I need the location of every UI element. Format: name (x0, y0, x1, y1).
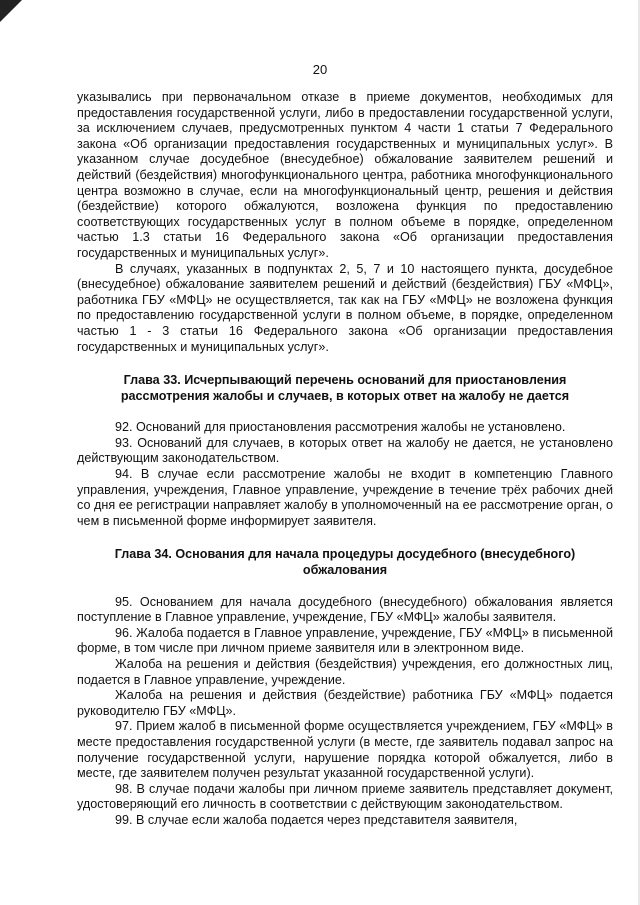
paragraph-93: 93. Оснований для случаев, в которых ответ на жалобу не дается, не установлено действующим законодательством. (77, 435, 613, 466)
paragraph-96a: Жалоба на решения и действия (бездействия) учреждения, его должностных лиц, подается в Главное управление, учреждение. (77, 657, 613, 687)
chapter-33-heading: Глава 33. Исчерпывающий перечень оснований для приостановления рассмотрения жалобы и случаев, в которых ответ на жалобу не дается (120, 373, 570, 403)
paragraph-99: 99. В случае если жалоба подается через представителя заявителя, (115, 812, 518, 827)
paragraph-95: 95. Основанием для начала досудебного (внесудебного) обжалования является поступление в Главное управление, учреждение, ГБУ «МФЦ» жалобы заявителя. (77, 594, 613, 625)
paragraph: указывались при первоначальном отказе в приеме документов, необходимых для предоставления государственной услуги, либо в предоставлении государственной услуги, за исключением случаев, предусмотренных пунктом 4 части 1 статьи 7 Федерального закона «Об организации предоставления государственных и муниципальных услуг». В указанном случае досудебное (внесудебное) обжалование заявителем решений и действий (бездействия) многофункционального центра, работника многофункционального центра возможно в случае, если на многофункциональный центр, решения и действия (бездействие) которого обжалуются, возложена функция по предоставлению соответствующих государственных услуг в полном объеме в порядке, определенном частью 1.3 статьи 16 Федерального закона «Об организации предоставления государственных и муниципальных услуг». (77, 90, 613, 260)
paragraph-97: 97. Прием жалоб в письменной форме осуществляется учреждением, ГБУ «МФЦ» в месте предоставления государственной услуги (в месте, где заявитель подавал запрос на получение государственной услуги, нарушение порядка которой обжалуется, либо в месте, где заявителем получен результат указанной государственной услуги). (77, 719, 613, 781)
chapter-34-heading: Глава 34. Основания для начала процедуры досудебного (внесудебного) обжалования (114, 547, 576, 578)
paragraph: В случаях, указанных в подпунктах 2, 5, 7 и 10 настоящего пункта, досудебное (внесудебное) обжалование заявителем решений и действий (бездействия) ГБУ «МФЦ», работника ГБУ «МФЦ» не осуществляется, так как на ГБУ «МФЦ» не возложена функция по предоставлению государственной услуги в полном объеме, в порядке, определенном частью 1 - 3 статьи 16 Федерального закона «Об организации предоставления государственных и муниципальных услуг». (77, 261, 613, 354)
paragraph-98: 98. В случае подачи жалобы при личном приеме заявитель представляет документ, удостоверяющий его личность в соответствии с действующим законодательством. (77, 781, 613, 812)
page-number: 20 (312, 62, 328, 77)
paragraph-94: 94. В случае если рассмотрение жалобы не входит в компетенцию Главного управления, учреждения, Главное управление, учреждение в течение трёх рабочих дней со дня ее регистрации направляет жалобу в уполномоченный на ее рассмотрение орган, о чем в письменной форме информирует заявителя. (77, 467, 613, 528)
page-corner-mark (0, 0, 22, 22)
paragraph-96: 96. Жалоба подается в Главное управление, учреждение, ГБУ «МФЦ» в письменной форме, в том числе при личном приеме заявителя или в электронном виде. (77, 625, 613, 656)
document-body (77, 90, 613, 829)
paragraph-92: 92. Оснований для приостановления рассмотрения жалобы не установлено. (115, 420, 566, 435)
paragraph-96b: Жалоба на решения и действия (бездействие) работника ГБУ «МФЦ» подается руководителю ГБУ «МФЦ». (77, 688, 613, 718)
